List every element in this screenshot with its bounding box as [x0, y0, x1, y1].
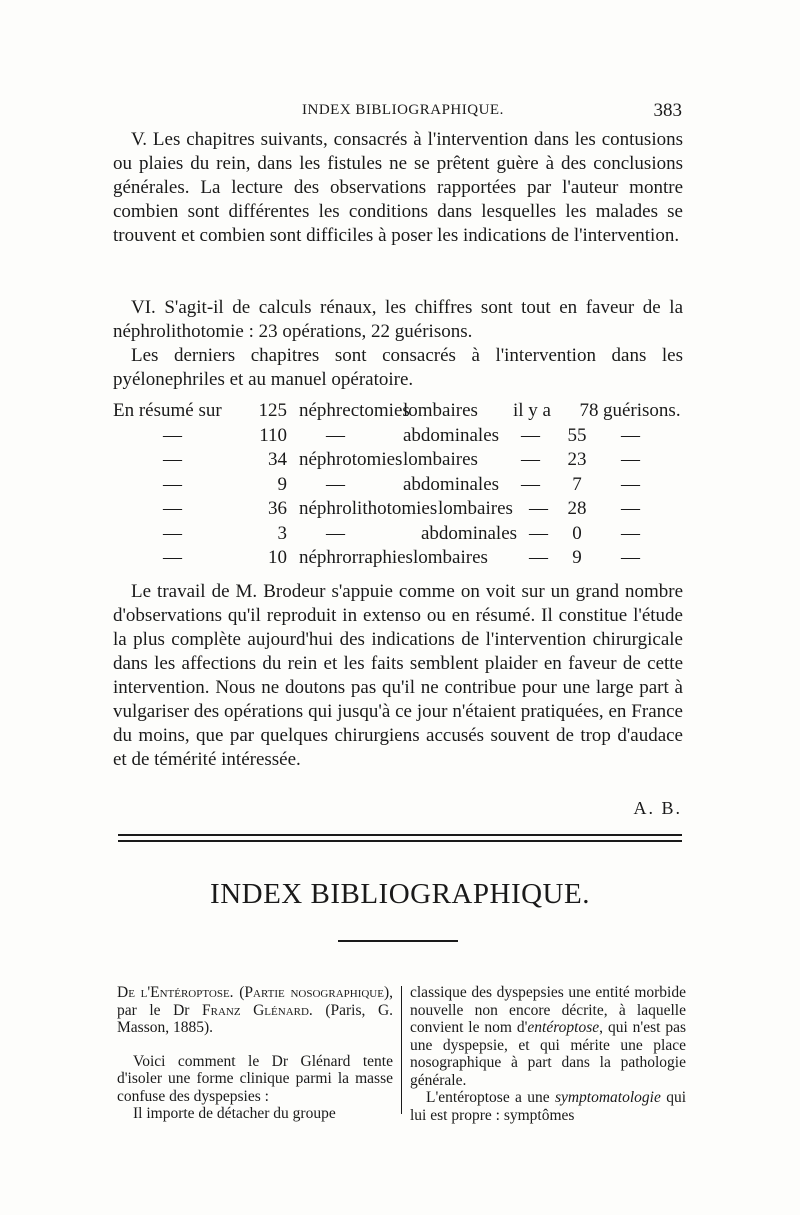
- table-count: 10: [268, 547, 287, 568]
- table-row: [113, 425, 693, 450]
- table-mid: il y a: [513, 400, 551, 421]
- table-row: [113, 449, 693, 474]
- table-healed: 23: [567, 449, 587, 470]
- table-procedure: néphrotomies: [299, 449, 403, 470]
- table-healed: 78: [579, 400, 599, 421]
- table-count: 34: [268, 449, 287, 470]
- column-divider: [401, 986, 402, 1114]
- entry-author: Franz Glénard.: [202, 1001, 313, 1019]
- table-healed: 9: [572, 547, 582, 568]
- right-paragraph-1: [410, 984, 686, 1089]
- table-tail: —: [621, 473, 640, 495]
- table-procedure: néphrorraphies: [299, 547, 413, 568]
- table-procedure: —: [326, 473, 345, 495]
- table-tail: —: [621, 547, 640, 568]
- table-count: 9: [277, 473, 287, 495]
- entry-heading: De l'Entéroptose.: [117, 984, 234, 1001]
- right-text-1a: classique des dyspepsies une entité morbide nouvelle non encore décrite, à laquelle convient le nom d': [410, 984, 686, 1036]
- paragraph-v: [113, 128, 683, 248]
- table-site: lombaires: [438, 498, 513, 519]
- table-site: abdominales: [421, 522, 518, 544]
- signature: A. B.: [633, 798, 682, 818]
- paragraph-vi-text-1: VI. S'agit-il de calculs rénaux, les chiffres sont tout en faveur de la néphrolithotomie : 23 opérations, 22 guérisons.: [113, 297, 683, 342]
- table-row: [113, 547, 693, 572]
- paragraph-vi: [113, 296, 683, 392]
- table-count: 110: [259, 424, 287, 446]
- right-text-2-em: symptomatologie: [554, 1089, 661, 1106]
- summary-table: [113, 400, 693, 572]
- right-paragraph-2: [410, 1089, 686, 1124]
- table-healed: 7: [572, 473, 582, 495]
- table-healed: 28: [567, 498, 587, 519]
- entry-publisher: (Paris, G. Masson, 1885).: [117, 1001, 394, 1036]
- table-site: abdominales: [403, 424, 500, 446]
- table-row: [113, 523, 693, 548]
- left-paragraph-2: Il importe de détacher du groupe: [133, 1105, 336, 1122]
- table-site: lombaires: [403, 449, 478, 470]
- table-tail: —: [621, 424, 640, 446]
- left-column: [117, 984, 393, 1123]
- title-underline: [338, 940, 458, 942]
- running-header: [0, 100, 800, 124]
- table-procedure: —: [326, 424, 345, 446]
- page-number: 383: [653, 100, 682, 121]
- bibliographic-entry: [117, 984, 393, 1037]
- divider-rule: [118, 840, 682, 842]
- right-text-2a: L'entéroptose a une: [426, 1089, 555, 1106]
- table-tail: —: [621, 522, 640, 544]
- table-lead: —: [163, 498, 182, 519]
- table-tail: —: [621, 449, 640, 470]
- table-procedure: néphrectomies: [299, 400, 410, 421]
- table-lead: —: [163, 522, 182, 544]
- table-mid: —: [529, 498, 548, 519]
- table-site: lombaires: [413, 547, 488, 568]
- section-title: INDEX BIBLIOGRAPHIQUE.: [210, 878, 590, 910]
- table-mid: —: [529, 522, 548, 544]
- table-site: abdominales: [403, 473, 500, 495]
- paragraph-conclusion: [113, 580, 683, 772]
- table-row: [113, 400, 693, 425]
- entry-subtitle: (Partie nosographique),: [239, 984, 394, 1001]
- paragraph-v-text: V. Les chapitres suivants, consacrés à l'intervention dans les contusions ou plaies du rein, dans les fistules ne se prêtent guère à des conclusions générales. La lecture des observations rapportées par l'auteur montre combien sont différentes les conditions dans lesquelles les malades se trouvent et combien sont difficiles à poser les indications de l'intervention.: [113, 129, 683, 246]
- table-count: 36: [268, 498, 287, 519]
- table-row: [113, 474, 693, 499]
- paragraph-vi-text-2: Les derniers chapitres sont consacrés à l'intervention dans les pyélonephriles et au manuel opératoire.: [113, 345, 683, 390]
- table-mid: —: [529, 547, 548, 568]
- table-tail: guérisons.: [603, 400, 681, 421]
- table-mid: —: [521, 473, 540, 495]
- entry-author-prefix: par le Dr: [117, 1001, 190, 1019]
- right-text-2b: qui lui est propre : symptômes: [410, 1089, 686, 1124]
- table-lead: En résumé sur: [113, 400, 222, 421]
- divider-rule: [118, 834, 682, 836]
- table-tail: —: [621, 498, 640, 519]
- table-healed: 55: [567, 424, 587, 446]
- table-count: 125: [258, 400, 287, 421]
- running-title: INDEX BIBLIOGRAPHIQUE.: [302, 102, 504, 118]
- table-healed: 0: [572, 522, 582, 544]
- paragraph-conclusion-text: Le travail de M. Brodeur s'appuie comme on voit sur un grand nombre d'observations qu'il reproduit in extenso ou en résumé. Il constitue l'étude la plus complète aujourd'hui des indications de l'intervention chirurgicale dans les affections du rein et les faits semblent plaider en faveur de cette intervention. Nous ne doutons pas qu'il ne contribue pour une large part à vulgariser des opérations qui jusqu'à ce jour n'étaient pratiquées, en France du moins, que par quelques chirurgiens accusés souvent de trop d'audace et de témérité intéressée.: [113, 581, 683, 770]
- table-site: lombaires: [403, 400, 478, 421]
- table-mid: —: [521, 449, 540, 470]
- right-text-1-em: entéroptose: [527, 1019, 600, 1036]
- table-row: [113, 498, 693, 523]
- table-procedure: néphrolithotomies: [299, 498, 438, 519]
- table-lead: —: [163, 473, 182, 495]
- table-lead: —: [163, 547, 182, 568]
- table-mid: —: [521, 424, 540, 446]
- table-lead: —: [163, 424, 182, 446]
- right-text-1b: , qui n'est pas une dyspepsie, et qui mérite une place nosographique à part dans la pathologie générale.: [410, 1019, 686, 1089]
- left-paragraph-1: Voici comment le Dr Glénard tente d'isoler une forme clinique parmi la masse confuse des dyspepsies :: [117, 1052, 393, 1105]
- table-procedure: —: [326, 522, 345, 544]
- table-count: 3: [277, 522, 287, 544]
- table-lead: —: [163, 449, 182, 470]
- right-column: [410, 984, 686, 1124]
